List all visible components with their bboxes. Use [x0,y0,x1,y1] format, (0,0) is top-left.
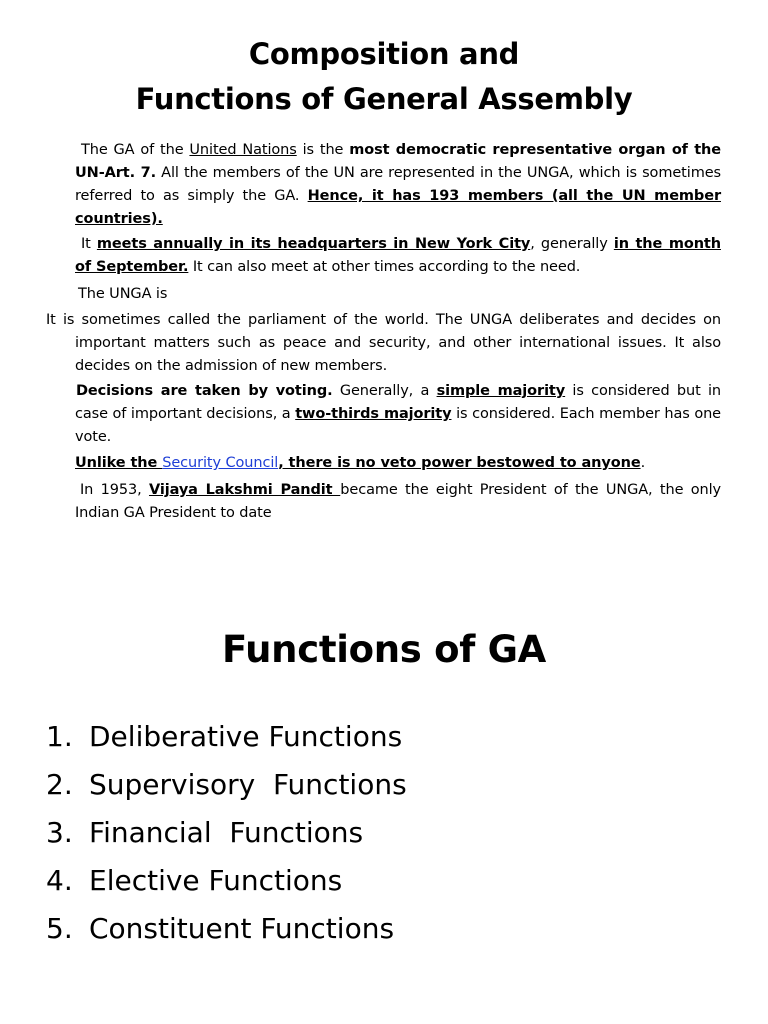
list-label: Constituent Functions [89,912,395,945]
paragraph-unga-is [75,283,721,306]
text: The UNGA is [78,286,168,302]
list-number: 2. [46,768,73,801]
list-item [46,857,407,905]
list-number: 5. [46,912,73,945]
text: . [640,455,646,471]
text: It is sometimes called the parliament of the world. The UNGA deliberates and decides on important matters such as peace and security, and other international issues. It also decides on the admission of new members. [46,312,721,374]
paragraph-president [75,479,721,525]
paragraph-veto [46,452,721,475]
united-nations-link[interactable]: United Nations [189,142,297,158]
text: , generally [530,236,614,252]
list-item [46,761,407,809]
text: is considered but in case of important decisions, a [75,383,721,422]
list-item [46,713,407,761]
page-title-line-1: Composition and [248,37,520,71]
text: The GA of the [81,142,190,158]
list-label: Financial Functions [89,816,364,849]
list-item [46,905,407,953]
text: In 1953, [80,482,149,498]
text: It [81,236,97,252]
bold-underlined-text: Vijaya Lakshmi Pandit [148,482,341,498]
list-number: 1. [46,720,73,753]
functions-list [46,713,407,953]
list-label: Deliberative Functions [89,720,403,753]
list-number: 4. [46,864,73,897]
bold-underlined-text: in the month of September. [75,236,721,275]
list-item [46,809,407,857]
page-title-line-2: Functions of General Assembly [135,82,633,116]
bold-text: Decisions are taken by voting. [76,383,333,399]
list-label: Supervisory Functions [89,768,407,801]
paragraph-meetings [75,233,721,279]
text: became the eight President of the UNGA, the only Indian GA President to date [75,482,722,521]
list-number: 3. [46,816,73,849]
text: is considered. Each member has one vote. [75,406,722,445]
paragraph-voting [75,380,721,449]
bold-underlined-text: , there is no veto power bestowed to anyone [278,455,641,471]
bold-underlined-text: simple majority [436,383,566,399]
list-label: Elective Functions [89,864,343,897]
text: Generally, a [332,383,437,399]
bold-underlined-text: Unlike the [75,455,163,471]
text: is the [296,142,350,158]
security-council-link[interactable]: Security Council [162,455,279,471]
bold-underlined-text: meets annually in its headquarters in New York City [96,236,531,252]
bold-text: most democratic representative organ of the UN-Art. 7. [75,142,721,181]
bold-underlined-text: Hence, it has 193 members (all the UN member countries). [75,188,721,227]
text: All the members of the UN are represented in the UNGA, which is sometimes referred to as simply the GA. [75,165,721,204]
paragraph-parliament [46,309,721,378]
text: It can also meet at other times according to the need. [188,259,581,275]
paragraph-composition [75,139,721,231]
bold-underlined-text: two-thirds majority [295,406,452,422]
functions-heading: Functions of GA [222,628,546,671]
